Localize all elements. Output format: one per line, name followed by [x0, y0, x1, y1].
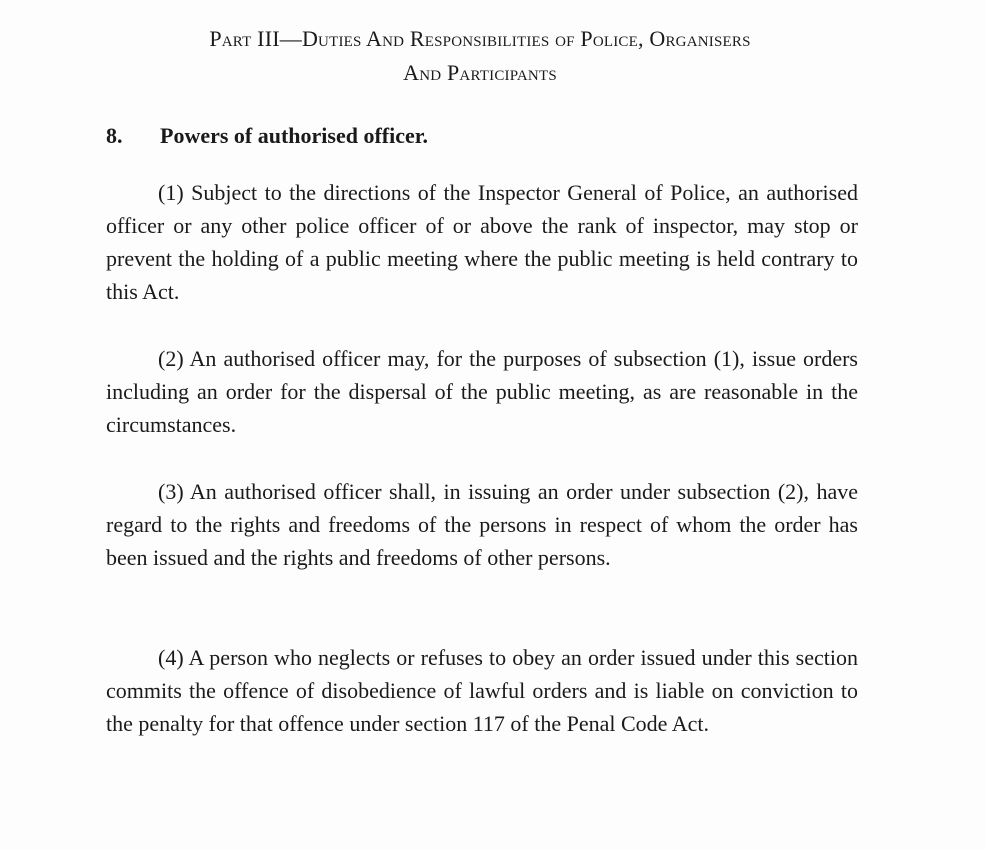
subsection-3: (3) An authorised officer shall, in issuing an order under subsection (2), have regard to the rights and freedoms of the persons in respect of whom the order has been issued and the rights and freedoms of other persons. [106, 479, 858, 570]
subsection-4: (4) A person who neglects or refuses to obey an order issued under this section commits the offence of disobedience of lawful orders and is liable on conviction to the penalty for that offence under section 117 of the Penal Code Act. [106, 645, 858, 736]
subsection-1: (1) Subject to the directions of the Inspector General of Police, an authorised officer or any other police officer of or above the rank of inspector, may stop or prevent the holding of a public meeting where the public meeting is held contrary to this Act. [106, 180, 858, 304]
part-heading-line-2: And Participants [403, 60, 557, 85]
section-heading [106, 120, 428, 152]
part-heading [100, 22, 860, 90]
part-heading-line-1: Part III—Duties And Responsibilities of Police, Organisers [209, 26, 751, 51]
section-number: 8. [106, 123, 123, 148]
subsection-2: (2) An authorised officer may, for the purposes of subsection (1), issue orders including an order for the dispersal of the public meeting, as are reasonable in the circumstances. [106, 346, 858, 437]
section-title: Powers of authorised officer. [160, 123, 429, 148]
